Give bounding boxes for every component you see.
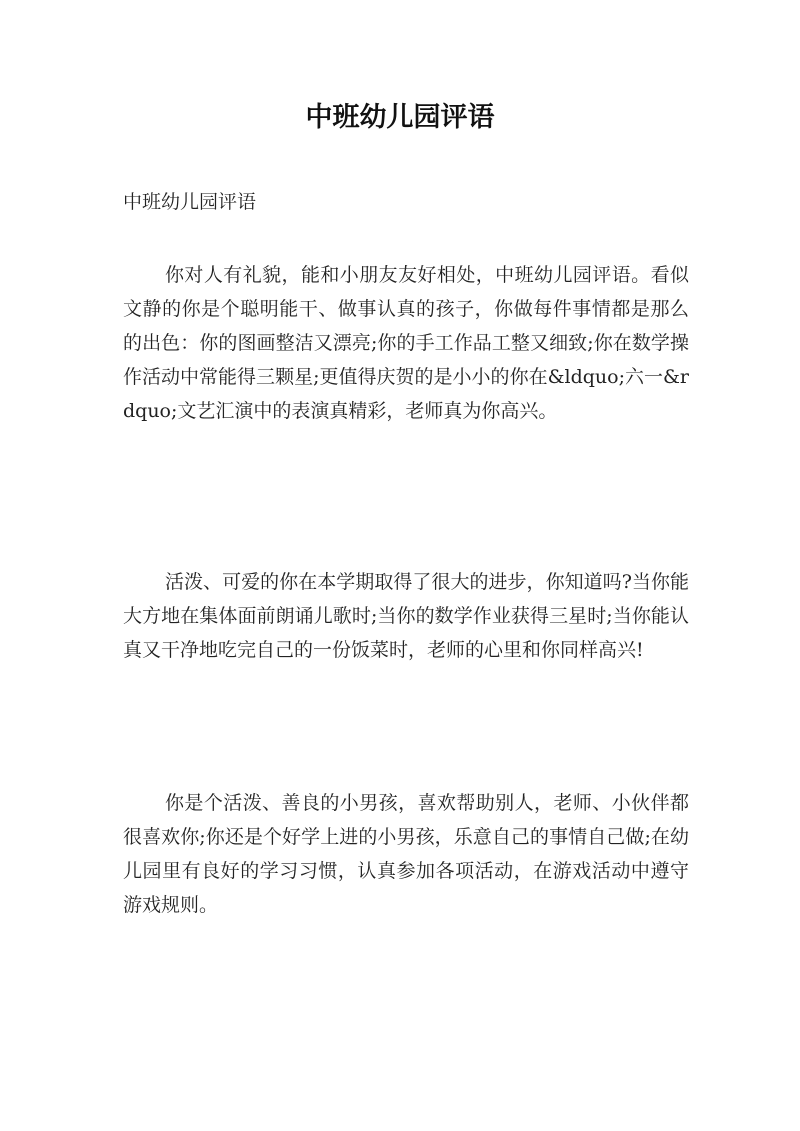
paragraph-1: 你对人有礼貌，能和小朋友友好相处，中班幼儿园评语。看似文静的你是个聪明能干、做事认真的孩子，你做每件事情都是那么的出色：你的图画整洁又漂亮;你的手工作品工整又细致;你在数学操作活动中常能得三颗星;更值得庆贺的是小小的你在&ldquo;六一&rdquo;文艺汇演中的表演真精彩，老师真为你高兴。 [123,264,689,422]
paragraph-2: 活泼、可爱的你在本学期取得了很大的进步，你知道吗?当你能大方地在集体面前朗诵儿歌时;当你的数学作业获得三星时;当你能认真又干净地吃完自己的一份饭菜时，老师的心里和你同样高兴! [123,571,689,661]
document-title: 中班幼儿园评语 [305,102,495,133]
paragraph-3: 你是个活泼、善良的小男孩，喜欢帮助别人，老师、小伙伴都很喜欢你;你还是个好学上进的小男孩，乐意自己的事情自己做;在幼儿园里有良好的学习习惯，认真参加各项活动，在游戏活动中遵守游戏规则。 [123,792,689,916]
document-subtitle: 中班幼儿园评语 [123,191,257,213]
